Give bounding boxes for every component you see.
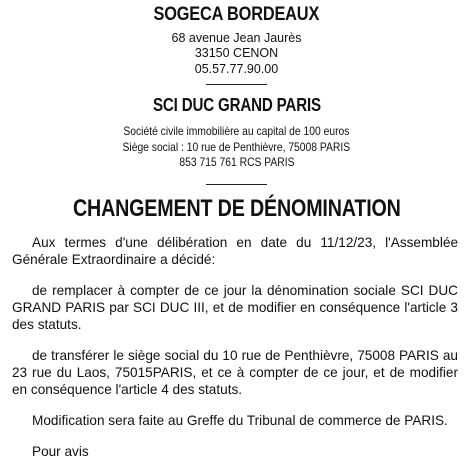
agency-address-line1: 68 avenue Jean Jaurès	[171, 31, 302, 45]
notice-title: CHANGEMENT DE DÉNOMINATION	[72, 195, 401, 222]
divider	[206, 184, 267, 185]
company-name: SCI DUC GRAND PARIS	[152, 95, 321, 115]
closing: Pour avis	[32, 444, 89, 459]
notice-body	[12, 234, 458, 460]
paragraph: Modification sera faite au Greffe du Tribunal de commerce de PARIS.	[32, 413, 448, 428]
paragraph: de transférer le siège social du 10 rue de Penthièvre, 75008 PARIS au 23 rue du Laos, 75015PARIS, et ce à compter de ce jour, et de modifier en conséquence l'article 4 des statuts.	[12, 348, 458, 397]
divider	[206, 84, 267, 85]
company-head-office: Siège social : 10 rue de Penthièvre, 75008 PARIS	[122, 140, 351, 154]
paragraph: de remplacer à compter de ce jour la dénomination sociale SCI DUC GRAND PARIS par SCI DUC III, et de modifier en conséquence l'article 3 des statuts.	[12, 283, 458, 332]
agency-name-line	[0, 4, 473, 26]
paragraph: Aux termes d'une délibération en date du 11/12/23, l'Assemblée Générale Extraordinaire a décidé:	[12, 235, 458, 267]
agency-address-line2: 33150 CENON	[194, 46, 279, 60]
agency-name: SOGECA BORDEAUX	[153, 4, 320, 25]
company-capital: Société civile immobilière au capital de 100 euros	[123, 124, 350, 138]
company-rcs: 853 715 761 RCS PARIS	[178, 155, 295, 169]
agency-phone: 05.57.77.90.00	[194, 62, 279, 76]
